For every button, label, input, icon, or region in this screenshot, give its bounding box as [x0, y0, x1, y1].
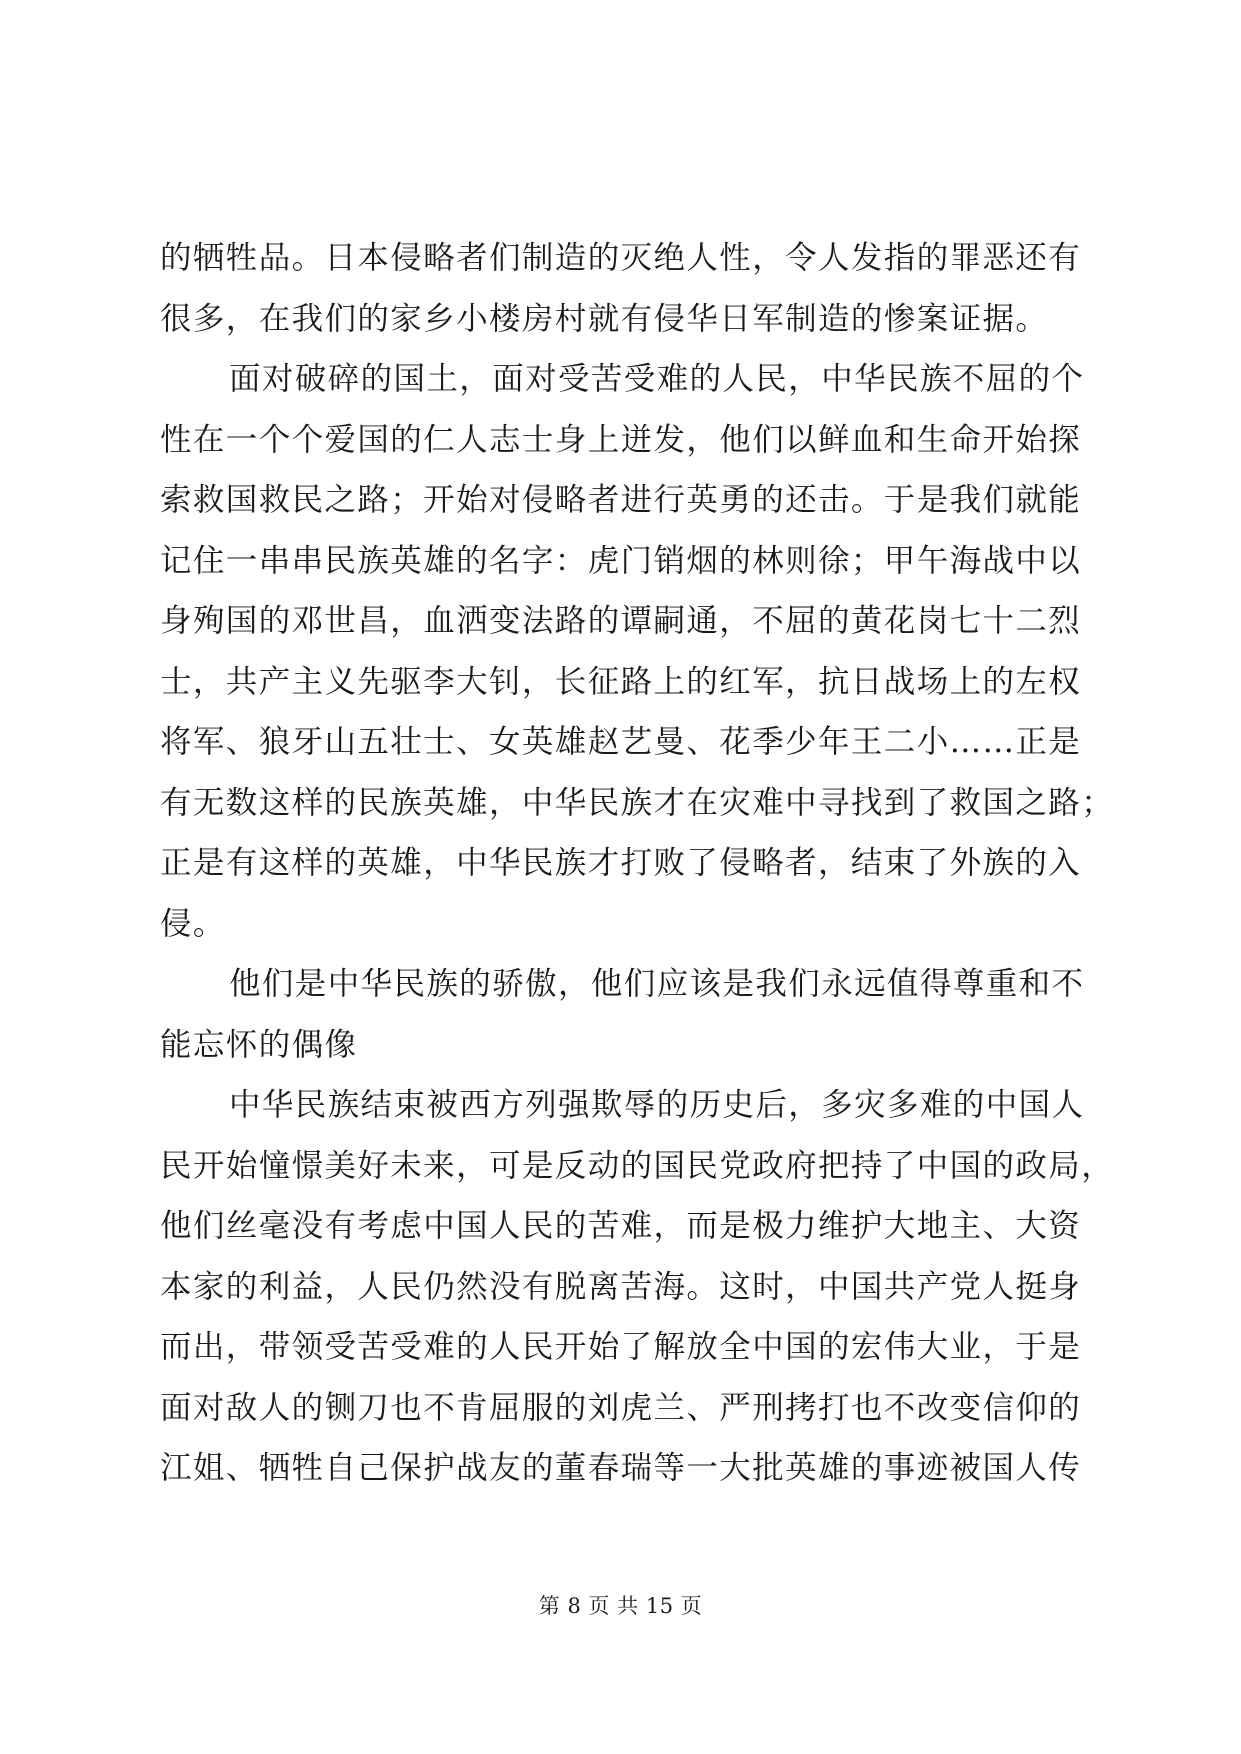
text-line: 民开始憧憬美好未来，可是反动的国民党政府把持了中国的政局，	[160, 1147, 1115, 1184]
text-line: 中华民族结束被西方列强欺辱的历史后，多灾多难的中国人	[229, 1087, 1085, 1123]
text-line: 性在一个个爱国的仁人志士身上迸发，他们以鲜血和生命开始探	[160, 421, 1082, 458]
body-text	[160, 228, 1115, 1499]
text-line: 很多，在我们的家乡小楼房村就有侵华日军制造的惨案证据。	[160, 300, 1049, 337]
text-line: 正是有这样的英雄，中华民族才打败了侵略者，结束了外族的入	[160, 845, 1082, 881]
text-line: 的牺牲品。日本侵略者们制造的灭绝人性，令人发指的罪恶还有	[160, 240, 1082, 276]
text-line: 他们丝毫没有考虑中国人民的苦难，而是极力维护大地主、大资	[160, 1208, 1082, 1244]
text-line: 士，共产主义先驱李大钊，长征路上的红军，抗日战场上的左权	[160, 663, 1082, 700]
text-line: 面对敌人的铡刀也不肯屈服的刘虎兰、严刑拷打也不改变信仰的	[160, 1389, 1082, 1426]
text-line: 而出，带领受苦受难的人民开始了解放全中国的宏伟大业，于是	[160, 1329, 1082, 1365]
text-line: 记住一串串民族英雄的名字：虎门销烟的林则徐；甲午海战中以	[160, 542, 1082, 579]
text-line: 本家的利益，人民仍然没有脱离苦海。这时，中国共产党人挺身	[160, 1268, 1082, 1305]
text-line: 身殉国的邓世昌，血洒变法路的谭嗣通，不屈的黄花岗七十二烈	[160, 603, 1082, 639]
text-line: 江姐、牺牲自己保护战友的董春瑞等一大批英雄的事迹被国人传	[160, 1450, 1082, 1486]
text-line: 索救国救民之路；开始对侵略者进行英勇的还击。于是我们就能	[160, 482, 1082, 518]
text-line: 面对破碎的国土，面对受苦受难的人民，中华民族不屈的个	[229, 361, 1085, 397]
text-line: 将军、狼牙山五壮士、女英雄赵艺曼、花季少年王二小……正是	[160, 724, 1082, 760]
text-line: 侵。	[160, 905, 226, 942]
text-line: 有无数这样的民族英雄，中华民族才在灾难中寻找到了救国之路；	[160, 784, 1115, 821]
page-footer: 第 8 页 共 15 页	[538, 1594, 703, 1618]
text-line: 能忘怀的偶像	[160, 1026, 358, 1063]
text-line: 他们是中华民族的骄傲，他们应该是我们永远值得尊重和不	[229, 966, 1085, 1002]
